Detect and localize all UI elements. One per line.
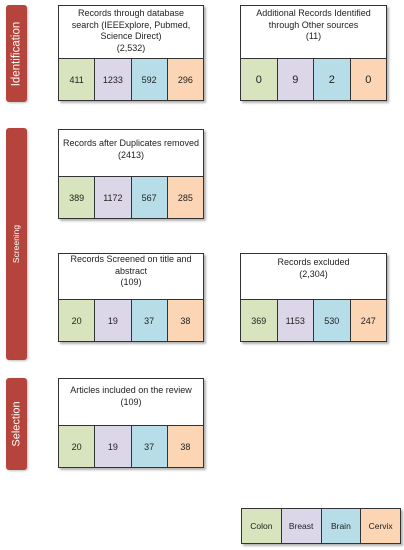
breast-count: 19	[95, 300, 131, 341]
cervix-count: 247	[351, 300, 387, 341]
other-sources-box	[240, 5, 387, 101]
colon-count: 369	[241, 300, 278, 341]
database-search-label	[59, 6, 203, 58]
box-text-line: (2413)	[117, 149, 144, 160]
excluded-label	[241, 254, 386, 299]
box-text-line: Records after Duplicates removed	[62, 138, 200, 148]
breast-count: 1172	[95, 177, 131, 218]
after-duplicates-counts	[59, 176, 203, 218]
box-text-line: search (IEEExplore, Pubmed,	[71, 19, 191, 30]
cervix-count: 38	[168, 300, 203, 341]
box-text-line: Records through database	[77, 8, 185, 18]
brain-count: 37	[132, 300, 168, 341]
legend	[241, 508, 401, 544]
cervix-count: 0	[351, 59, 387, 100]
after-duplicates-label	[59, 130, 203, 176]
cervix-count: 285	[168, 177, 203, 218]
box-text-line: (109)	[120, 277, 142, 287]
phase-label-selection-text: Selection	[10, 401, 23, 447]
included-counts	[59, 425, 203, 467]
legend-item-breast: Breast	[282, 509, 322, 543]
breast-count: 1153	[278, 300, 315, 341]
cervix-count: 38	[168, 426, 203, 467]
screened-label	[59, 254, 203, 299]
colon-count: 20	[59, 426, 95, 467]
database-search-box	[58, 5, 204, 101]
cervix-count: 296	[168, 59, 203, 100]
legend-item-colon: Colon	[242, 509, 282, 543]
box-text-line: Science Direct)	[100, 31, 162, 41]
colon-count: 411	[59, 59, 95, 100]
colon-count: 389	[59, 177, 95, 218]
box-text-line: Additional Records Identified	[256, 8, 371, 18]
colon-count: 0	[241, 59, 278, 100]
box-text-line: Records excluded	[277, 257, 350, 267]
after-duplicates-box	[58, 129, 204, 219]
brain-count: 530	[314, 300, 351, 341]
box-text-line: (2,304)	[299, 268, 328, 279]
other-sources-counts	[241, 58, 386, 100]
phase-label-screening-text: Screening	[11, 224, 22, 264]
phase-label-screening	[6, 128, 27, 360]
included-box	[58, 378, 204, 468]
box-text-line: through Other sources	[268, 19, 359, 30]
box-text-line: (109)	[120, 396, 142, 407]
excluded-box	[240, 253, 387, 342]
other-sources-label	[241, 6, 386, 58]
excluded-counts	[241, 299, 386, 341]
included-label	[59, 379, 203, 425]
box-text-line: abstract	[114, 265, 147, 276]
breast-count: 1233	[95, 59, 131, 100]
breast-count: 19	[95, 426, 131, 467]
box-text-line: (11)	[305, 31, 322, 41]
colon-count: 20	[59, 300, 95, 341]
box-text-line: Records Screened on title and	[70, 254, 192, 264]
phase-label-identification	[6, 5, 27, 102]
legend-item-brain: Brain	[322, 509, 362, 543]
brain-count: 567	[132, 177, 168, 218]
screened-box	[58, 253, 204, 342]
legend-item-cervix: Cervix	[361, 509, 400, 543]
database-search-counts	[59, 58, 203, 100]
brain-count: 2	[314, 59, 351, 100]
box-text-line: (2,532)	[116, 42, 146, 53]
phase-label-selection	[6, 378, 27, 470]
brain-count: 37	[132, 426, 168, 467]
box-text-line: Articles included on the review	[70, 385, 192, 395]
brain-count: 592	[132, 59, 168, 100]
screened-counts	[59, 299, 203, 341]
breast-count: 9	[278, 59, 315, 100]
phase-label-identification-text: Identification	[10, 21, 23, 86]
